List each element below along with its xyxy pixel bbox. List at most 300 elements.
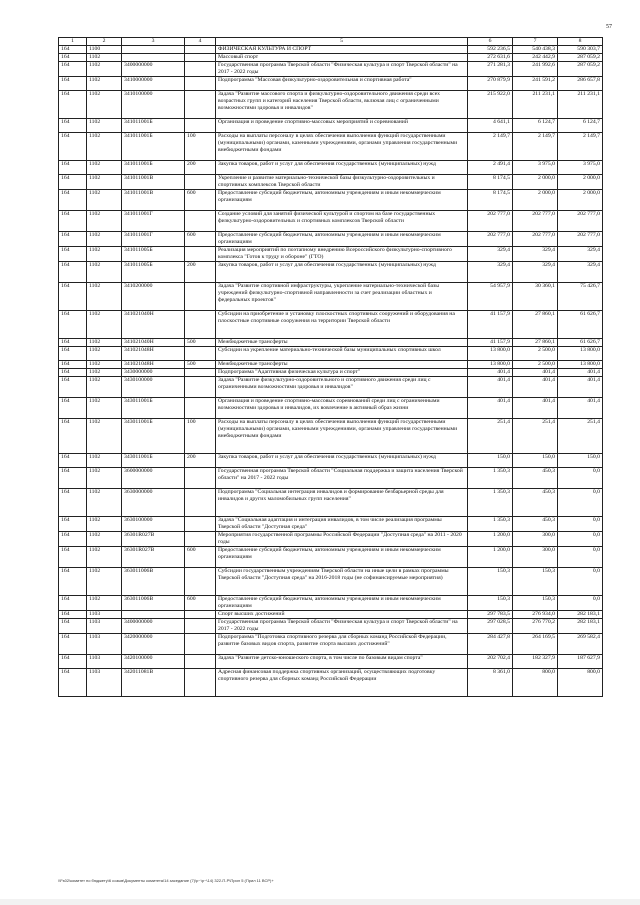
table-cell-col-8: 269 582,4 (558, 634, 603, 655)
table-cell-col-7: 329,4 (513, 247, 558, 262)
table-cell-col-2: 1102 (87, 247, 122, 262)
table-row (59, 547, 603, 568)
table-cell-col-2: 1102 (87, 283, 122, 311)
table-cell-col-3: 341011001В (122, 175, 185, 190)
table-cell-col-4 (185, 655, 216, 669)
table-cell-col-8: 286 657,8 (558, 77, 603, 91)
header-col-4: 4 (185, 38, 216, 46)
table-cell-col-3: 3400000000 (122, 619, 185, 634)
table-cell-col-5: Государственная программа Тверской области "Физическая культура и спорт Тверской области" на 2017 - 2022 годы (216, 62, 468, 77)
table-cell-col-1: 164 (59, 547, 87, 568)
table-row (59, 596, 603, 611)
table-cell-col-2: 1102 (87, 62, 122, 77)
table-cell-col-7: 2 500,0 (513, 347, 558, 361)
table-cell-col-6: 41 157,9 (468, 339, 513, 347)
table-cell-col-2: 1103 (87, 634, 122, 655)
table-cell-col-7: 150,3 (513, 568, 558, 596)
table-cell-col-7: 241 591,2 (513, 77, 558, 91)
table-cell-col-8: 61 626,7 (558, 311, 603, 339)
table-row (59, 77, 603, 91)
table-cell-col-8: 401,4 (558, 369, 603, 377)
table-cell-col-4 (185, 377, 216, 398)
table-cell-col-4 (185, 211, 216, 232)
table-cell-col-5: Межбюджетные трансферты (216, 339, 468, 347)
table-cell-col-1: 164 (59, 262, 87, 283)
table-cell-col-5: Субсидии на приобретение и установку плоскостных спортивных сооружений и оборудования на плоскостные спортивные сооружения на территории Тверской области (216, 311, 468, 339)
table-cell-col-7: 150,0 (513, 454, 558, 468)
table-cell-col-1: 164 (59, 568, 87, 596)
table-cell-col-4: 600 (185, 232, 216, 247)
table-row (59, 454, 603, 468)
table-cell-col-5: Закупка товаров, работ и услуг для обеспечения государственных (муниципальных) нужд (216, 161, 468, 175)
table-cell-col-4 (185, 517, 216, 532)
table-cell-col-7: 202 777,0 (513, 211, 558, 232)
table-cell-col-3: 3420000000 (122, 634, 185, 655)
table-cell-col-4: 600 (185, 190, 216, 211)
table-cell-col-5: Задача "Развитие массового спорта и физкультурно-оздоровительного движения среди всех возрастных групп и категорий населения Тверской области, включая лиц с ограниченными возможностями здоровья и инвалидов" (216, 91, 468, 119)
table-cell-col-1: 164 (59, 398, 87, 419)
table-cell-col-3: 343011001Б (122, 398, 185, 419)
table-cell-col-6: 4 641,1 (468, 119, 513, 133)
table-cell-col-6: 297 028,5 (468, 619, 513, 634)
table-cell-col-3: 363011006В (122, 568, 185, 596)
table-cell-col-1: 164 (59, 347, 87, 361)
table-cell-col-6: 150,3 (468, 568, 513, 596)
table-cell-col-5: Предоставление субсидий бюджетным, автономным учреждениям и иным некоммерческим организациям (216, 190, 468, 211)
table-cell-col-1: 164 (59, 77, 87, 91)
table-cell-col-6: 1 350,3 (468, 517, 513, 532)
table-cell-col-6: 202 777,0 (468, 232, 513, 247)
table-cell-col-7: 27 860,1 (513, 311, 558, 339)
table-cell-col-7: 3 975,0 (513, 161, 558, 175)
table-cell-col-1: 164 (59, 655, 87, 669)
table-cell-col-5: Предоставление субсидий бюджетным, автономным учреждениям и иным некоммерческим организациям (216, 232, 468, 247)
table-cell-col-4 (185, 634, 216, 655)
table-cell-col-6: 215 922,0 (468, 91, 513, 119)
header-col-5: 5 (216, 38, 468, 46)
table-cell-col-8: 13 800,0 (558, 361, 603, 369)
table-cell-col-6: 1 350,3 (468, 489, 513, 517)
table-cell-col-7: 300,0 (513, 532, 558, 547)
table-cell-col-4: 200 (185, 454, 216, 468)
table-cell-col-4 (185, 62, 216, 77)
table-cell-col-2: 1102 (87, 361, 122, 369)
table-cell-col-8: 13 800,0 (558, 347, 603, 361)
table-row (59, 619, 603, 634)
table-cell-col-3: 341011001Б (122, 133, 185, 161)
table-cell-col-5: Массовый спорт (216, 54, 468, 62)
table-header-row (59, 38, 603, 46)
table-cell-col-8: 0,0 (558, 596, 603, 611)
table-row (59, 54, 603, 62)
table-cell-col-8: 287 059,2 (558, 62, 603, 77)
table-row (59, 655, 603, 669)
table-cell-col-8: 401,4 (558, 398, 603, 419)
table-row (59, 634, 603, 655)
header-col-1: 1 (59, 38, 87, 46)
table-cell-col-5: Организация и проведение спортивно-массовых мероприятий и соревнований (216, 119, 468, 133)
table-cell-col-3: 3430000000 (122, 369, 185, 377)
table-cell-col-3: 341011005Б (122, 247, 185, 262)
table-cell-col-1: 164 (59, 232, 87, 247)
table-cell-col-5: Подпрограмма "Подготовка спортивного резерва для сборных команд Российской Федерации, развитие базовых видов спорта, развитие спорта высших достижений" (216, 634, 468, 655)
table-cell-col-7: 800,0 (513, 669, 558, 697)
table-row (59, 398, 603, 419)
table-cell-col-7: 264 169,5 (513, 634, 558, 655)
table-cell-col-1: 164 (59, 91, 87, 119)
table-cell-col-4 (185, 175, 216, 190)
header-col-8: 8 (558, 38, 603, 46)
table-cell-col-7: 251,4 (513, 419, 558, 454)
table-cell-col-5: Субсидии на укрепление материально-технической базы муниципальных спортивных школ (216, 347, 468, 361)
table-cell-col-6: 150,0 (468, 454, 513, 468)
table-row (59, 190, 603, 211)
table-row (59, 62, 603, 77)
table-cell-col-7: 276 934,0 (513, 611, 558, 619)
table-cell-col-6: 592 236,5 (468, 46, 513, 54)
table-cell-col-3: 36301R027В (122, 532, 185, 547)
table-cell-col-2: 1103 (87, 619, 122, 634)
table-cell-col-4: 600 (185, 596, 216, 611)
table-cell-col-2: 1102 (87, 91, 122, 119)
table-cell-col-8: 75 426,7 (558, 283, 603, 311)
table-cell-col-2: 1102 (87, 369, 122, 377)
table-cell-col-5: Подпрограмма "Социальная интеграция инвалидов и формирование безбарьерной среды для инвалидов и других маломобильных групп населения" (216, 489, 468, 517)
table-cell-col-6: 329,4 (468, 247, 513, 262)
table-cell-col-6: 1 200,0 (468, 547, 513, 568)
table-cell-col-6: 1 200,0 (468, 532, 513, 547)
table-cell-col-1: 164 (59, 619, 87, 634)
table-cell-col-5: Задача "Социальная адаптация и интеграция инвалидов, в том числе реализация программы Тверской области "Доступная среда" (216, 517, 468, 532)
table-cell-col-3: 341011001Б (122, 119, 185, 133)
table-cell-col-7: 450,3 (513, 489, 558, 517)
table-cell-col-3: 3420100000 (122, 655, 185, 669)
table-cell-col-3: 3630100000 (122, 517, 185, 532)
table-cell-col-1: 164 (59, 46, 87, 54)
table-cell-col-4 (185, 119, 216, 133)
table-cell-col-5: Закупка товаров, работ и услуг для обеспечения государственных (муниципальных) нужд (216, 454, 468, 468)
table-row (59, 133, 603, 161)
table-cell-col-8: 202 777,0 (558, 211, 603, 232)
table-cell-col-5: Предоставление субсидий бюджетным, автономным учреждениям и иным некоммерческим организациям (216, 547, 468, 568)
table-row (59, 262, 603, 283)
table-cell-col-6: 401,4 (468, 377, 513, 398)
table-cell-col-4 (185, 468, 216, 489)
table-cell-col-4 (185, 489, 216, 517)
table-cell-col-7: 2 500,0 (513, 361, 558, 369)
table-cell-col-8: 0,0 (558, 532, 603, 547)
table-cell-col-5: Подпрограмма "Массовая физкультурно-оздоровительная и спортивная работа" (216, 77, 468, 91)
table-cell-col-1: 164 (59, 634, 87, 655)
table-cell-col-5: Расходы на выплаты персоналу в целях обеспечения выполнения функций государственными (муниципальными) органами, казенными учреждениями, органами управления государственными внебюджетными фондами (216, 133, 468, 161)
table-cell-col-8: 590 303,7 (558, 46, 603, 54)
table-cell-col-5: Организация и проведение спортивно-массовых соревнований среди лиц с ограниченными возможностями здоровья и инвалидов, их вовлечение в активный образ жизни (216, 398, 468, 419)
table-row (59, 247, 603, 262)
table-cell-col-6: 297 783,5 (468, 611, 513, 619)
table-cell-col-8: 2 000,0 (558, 190, 603, 211)
table-cell-col-5: Государственная программа Тверской области "Социальная поддержка и защита населения Тверской области" на 2017 - 2022 годы (216, 468, 468, 489)
table-cell-col-7: 2 000,0 (513, 175, 558, 190)
table-cell-col-1: 164 (59, 133, 87, 161)
header-col-6: 6 (468, 38, 513, 46)
table-row (59, 468, 603, 489)
table-row (59, 283, 603, 311)
table-cell-col-6: 401,4 (468, 369, 513, 377)
table-cell-col-8: 282 183,1 (558, 619, 603, 634)
table-cell-col-6: 1 350,3 (468, 468, 513, 489)
table-cell-col-1: 164 (59, 489, 87, 517)
table-cell-col-5: Адресная финансовая поддержка спортивных организаций, осуществляющих подготовку спортивного резерва для сборных команд Российской Федерации (216, 669, 468, 697)
table-cell-col-7: 401,4 (513, 398, 558, 419)
budget-table (58, 37, 603, 697)
table-cell-col-2: 1102 (87, 119, 122, 133)
table-cell-col-5: Расходы на выплаты персоналу в целях обеспечения выполнения функций государственными (муниципальными) органами, казенными учреждениями, органами управления государственными внебюджетными фондами (216, 419, 468, 454)
table-cell-col-2: 1102 (87, 517, 122, 532)
table-row (59, 46, 603, 54)
table-cell-col-4 (185, 247, 216, 262)
table-cell-col-5: Реализация мероприятий по поэтапному внедрению Всероссийского физкультурно-спортивного комплекса "Готов к труду и обороне" (ГТО) (216, 247, 468, 262)
table-cell-col-5: Укрепление и развитие материально-технической базы физкультурно-оздоровительных и спортивных комплексов Тверской области (216, 175, 468, 190)
table-cell-col-2: 1102 (87, 347, 122, 361)
table-cell-col-5: Подпрограмма "Адаптивная физическая культура и спорт" (216, 369, 468, 377)
table-row (59, 175, 603, 190)
table-cell-col-7: 30 360,1 (513, 283, 558, 311)
table-cell-col-6: 8 361,0 (468, 669, 513, 697)
table-cell-col-5: ФИЗИЧЕСКАЯ КУЛЬТУРА И СПОРТ (216, 46, 468, 54)
table-cell-col-4 (185, 46, 216, 54)
table-row (59, 568, 603, 596)
footer-file-path: \\Fs02\комитет по бюджету\6 созыв\Документы комитета\14 заседание (7)\р~\р~\14) 322-П-Р\Прил 5 (Прил 11 ВСР)+ (58, 878, 274, 883)
table-cell-col-4 (185, 611, 216, 619)
table-cell-col-1: 164 (59, 283, 87, 311)
table-cell-col-3: 3410200000 (122, 283, 185, 311)
table-cell-col-4 (185, 398, 216, 419)
table-cell-col-1: 164 (59, 517, 87, 532)
table-cell-col-2: 1103 (87, 611, 122, 619)
table-row (59, 91, 603, 119)
table-cell-col-8: 287 059,2 (558, 54, 603, 62)
table-cell-col-1: 164 (59, 247, 87, 262)
table-cell-col-2: 1102 (87, 547, 122, 568)
table-cell-col-4: 100 (185, 419, 216, 454)
table-cell-col-2: 1102 (87, 532, 122, 547)
table-cell-col-7: 450,3 (513, 468, 558, 489)
table-cell-col-4 (185, 532, 216, 547)
table-cell-col-7: 450,3 (513, 517, 558, 532)
table-cell-col-3: 341021048Н (122, 361, 185, 369)
table-row (59, 339, 603, 347)
table-cell-col-6: 8 174,5 (468, 175, 513, 190)
table-cell-col-7: 150,3 (513, 596, 558, 611)
table-cell-col-5: Закупка товаров, работ и услуг для обеспечения государственных (муниципальных) нужд (216, 262, 468, 283)
table-cell-col-4 (185, 91, 216, 119)
table-cell-col-8: 2 149,7 (558, 133, 603, 161)
table-cell-col-3: 341021040Н (122, 311, 185, 339)
table-cell-col-7: 27 860,1 (513, 339, 558, 347)
table-cell-col-7: 540 438,3 (513, 46, 558, 54)
table-row (59, 369, 603, 377)
table-cell-col-6: 272 631,6 (468, 54, 513, 62)
table-cell-col-3: 36301R027В (122, 547, 185, 568)
table-cell-col-7: 401,4 (513, 377, 558, 398)
table-cell-col-1: 164 (59, 175, 87, 190)
table-row (59, 419, 603, 454)
table-cell-col-5: Предоставление субсидий бюджетным, автономным учреждениям и иным некоммерческим организациям (216, 596, 468, 611)
table-row (59, 347, 603, 361)
table-cell-col-2: 1102 (87, 377, 122, 398)
table-row (59, 669, 603, 697)
table-cell-col-6: 202 777,0 (468, 211, 513, 232)
table-cell-col-4: 200 (185, 262, 216, 283)
table-cell-col-2: 1102 (87, 596, 122, 611)
table-cell-col-4 (185, 54, 216, 62)
table-cell-col-5: Задача "Развитие детско-юношеского спорта, в том числе по базовым видам спорта" (216, 655, 468, 669)
table-cell-col-6: 54 957,9 (468, 283, 513, 311)
table-cell-col-1: 164 (59, 211, 87, 232)
table-cell-col-4 (185, 283, 216, 311)
table-cell-col-1: 164 (59, 669, 87, 697)
table-cell-col-2: 1102 (87, 568, 122, 596)
table-cell-col-3 (122, 611, 185, 619)
table-cell-col-1: 164 (59, 419, 87, 454)
table-row (59, 611, 603, 619)
table-cell-col-1: 164 (59, 311, 87, 339)
table-cell-col-8: 282 183,1 (558, 611, 603, 619)
table-cell-col-2: 1102 (87, 211, 122, 232)
budget-table-body (59, 38, 603, 697)
table-cell-col-6: 150,3 (468, 596, 513, 611)
table-cell-col-2: 1102 (87, 161, 122, 175)
table-cell-col-4: 500 (185, 339, 216, 347)
table-cell-col-3: 343011001Б (122, 454, 185, 468)
table-cell-col-8: 211 231,1 (558, 91, 603, 119)
table-cell-col-1: 164 (59, 369, 87, 377)
table-cell-col-3: 3600000000 (122, 468, 185, 489)
table-cell-col-6: 2 149,7 (468, 133, 513, 161)
table-cell-col-3: 341021040Н (122, 339, 185, 347)
table-cell-col-1: 164 (59, 454, 87, 468)
table-cell-col-1: 164 (59, 339, 87, 347)
table-cell-col-3 (122, 46, 185, 54)
table-cell-col-2: 1102 (87, 339, 122, 347)
table-cell-col-1: 164 (59, 119, 87, 133)
table-cell-col-8: 202 777,0 (558, 232, 603, 247)
table-cell-col-3: 342011081В (122, 669, 185, 697)
table-cell-col-6: 329,4 (468, 262, 513, 283)
table-cell-col-5: Государственная программа Тверской области "Физическая культура и спорт Тверской области" на 2017 - 2022 годы (216, 619, 468, 634)
table-cell-col-7: 300,0 (513, 547, 558, 568)
table-cell-col-3: 3410000000 (122, 77, 185, 91)
table-cell-col-8: 2 000,0 (558, 175, 603, 190)
table-cell-col-2: 1102 (87, 468, 122, 489)
table-cell-col-6: 2 491,4 (468, 161, 513, 175)
table-cell-col-2: 1103 (87, 655, 122, 669)
table-row (59, 532, 603, 547)
table-cell-col-4 (185, 311, 216, 339)
table-cell-col-1: 164 (59, 468, 87, 489)
table-cell-col-8: 251,4 (558, 419, 603, 454)
table-cell-col-3: 341011001Г (122, 211, 185, 232)
table-cell-col-3: 341011005Б (122, 262, 185, 283)
table-cell-col-5: Задача "Развитие физкультурно-оздоровительного и спортивного движения среди лиц с ограниченными возможностями здоровья и инвалидов" (216, 377, 468, 398)
table-cell-col-1: 164 (59, 596, 87, 611)
table-cell-col-2: 1102 (87, 262, 122, 283)
table-cell-col-3: 3630000000 (122, 489, 185, 517)
table-cell-col-2: 1102 (87, 77, 122, 91)
table-cell-col-2: 1100 (87, 46, 122, 54)
table-cell-col-8: 0,0 (558, 489, 603, 517)
table-cell-col-3: 341011001Г (122, 232, 185, 247)
table-cell-col-8: 0,0 (558, 547, 603, 568)
table-cell-col-1: 164 (59, 161, 87, 175)
table-cell-col-4 (185, 568, 216, 596)
table-cell-col-6: 284 427,8 (468, 634, 513, 655)
table-cell-col-7: 329,4 (513, 262, 558, 283)
table-cell-col-2: 1102 (87, 54, 122, 62)
header-col-2: 2 (87, 38, 122, 46)
table-cell-col-1: 164 (59, 54, 87, 62)
table-cell-col-1: 164 (59, 377, 87, 398)
table-cell-col-7: 182 327,9 (513, 655, 558, 669)
table-cell-col-2: 1102 (87, 133, 122, 161)
table-cell-col-5: Субсидии государственным учреждениям Тверской области на иные цели в рамках программы Тверской области "Доступная среда" на 2016-2018 годы (не софинансируемые мероприятия) (216, 568, 468, 596)
table-cell-col-7: 2 149,7 (513, 133, 558, 161)
table-cell-col-3: 341011001Б (122, 161, 185, 175)
table-cell-col-2: 1102 (87, 489, 122, 517)
table-cell-col-4 (185, 77, 216, 91)
table-cell-col-7: 2 000,0 (513, 190, 558, 211)
table-cell-col-6: 401,4 (468, 398, 513, 419)
table-row (59, 119, 603, 133)
table-row (59, 517, 603, 532)
table-cell-col-3: 341011001В (122, 190, 185, 211)
table-cell-col-1: 164 (59, 190, 87, 211)
table-row (59, 161, 603, 175)
table-cell-col-1: 164 (59, 361, 87, 369)
table-cell-col-4: 200 (185, 161, 216, 175)
table-cell-col-2: 1102 (87, 190, 122, 211)
table-cell-col-8: 800,0 (558, 669, 603, 697)
table-cell-col-1: 164 (59, 62, 87, 77)
table-cell-col-4 (185, 619, 216, 634)
table-cell-col-8: 0,0 (558, 517, 603, 532)
header-col-7: 7 (513, 38, 558, 46)
table-cell-col-6: 270 879,9 (468, 77, 513, 91)
table-cell-col-8: 61 626,7 (558, 339, 603, 347)
table-cell-col-6: 8 174,5 (468, 190, 513, 211)
table-cell-col-8: 329,4 (558, 262, 603, 283)
table-cell-col-5: Межбюджетные трансферты (216, 361, 468, 369)
table-cell-col-8: 3 975,0 (558, 161, 603, 175)
table-cell-col-6: 41 157,9 (468, 311, 513, 339)
table-cell-col-4: 100 (185, 133, 216, 161)
table-cell-col-8: 150,0 (558, 454, 603, 468)
table-cell-col-7: 6 124,7 (513, 119, 558, 133)
table-cell-col-2: 1103 (87, 669, 122, 697)
table-cell-col-8: 401,4 (558, 377, 603, 398)
table-cell-col-2: 1102 (87, 398, 122, 419)
table-cell-col-5: Спорт высших достижений (216, 611, 468, 619)
header-col-3: 3 (122, 38, 185, 46)
table-cell-col-1: 164 (59, 532, 87, 547)
table-cell-col-5: Задача "Развитие спортивной инфраструктуры, укрепление материально-технической базы учреждений физкультурно-спортивной направленности за счет реализации областных и федеральных проектов" (216, 283, 468, 311)
table-cell-col-4 (185, 369, 216, 377)
table-cell-col-4 (185, 669, 216, 697)
page-number: 57 (606, 24, 612, 30)
table-cell-col-3: 343011001Б (122, 419, 185, 454)
table-cell-col-2: 1102 (87, 232, 122, 247)
table-cell-col-5: Создание условий для занятий физической культурой и спортом на базе государственных физкультурно-оздоровительных и спортивных комплексов Тверской области (216, 211, 468, 232)
